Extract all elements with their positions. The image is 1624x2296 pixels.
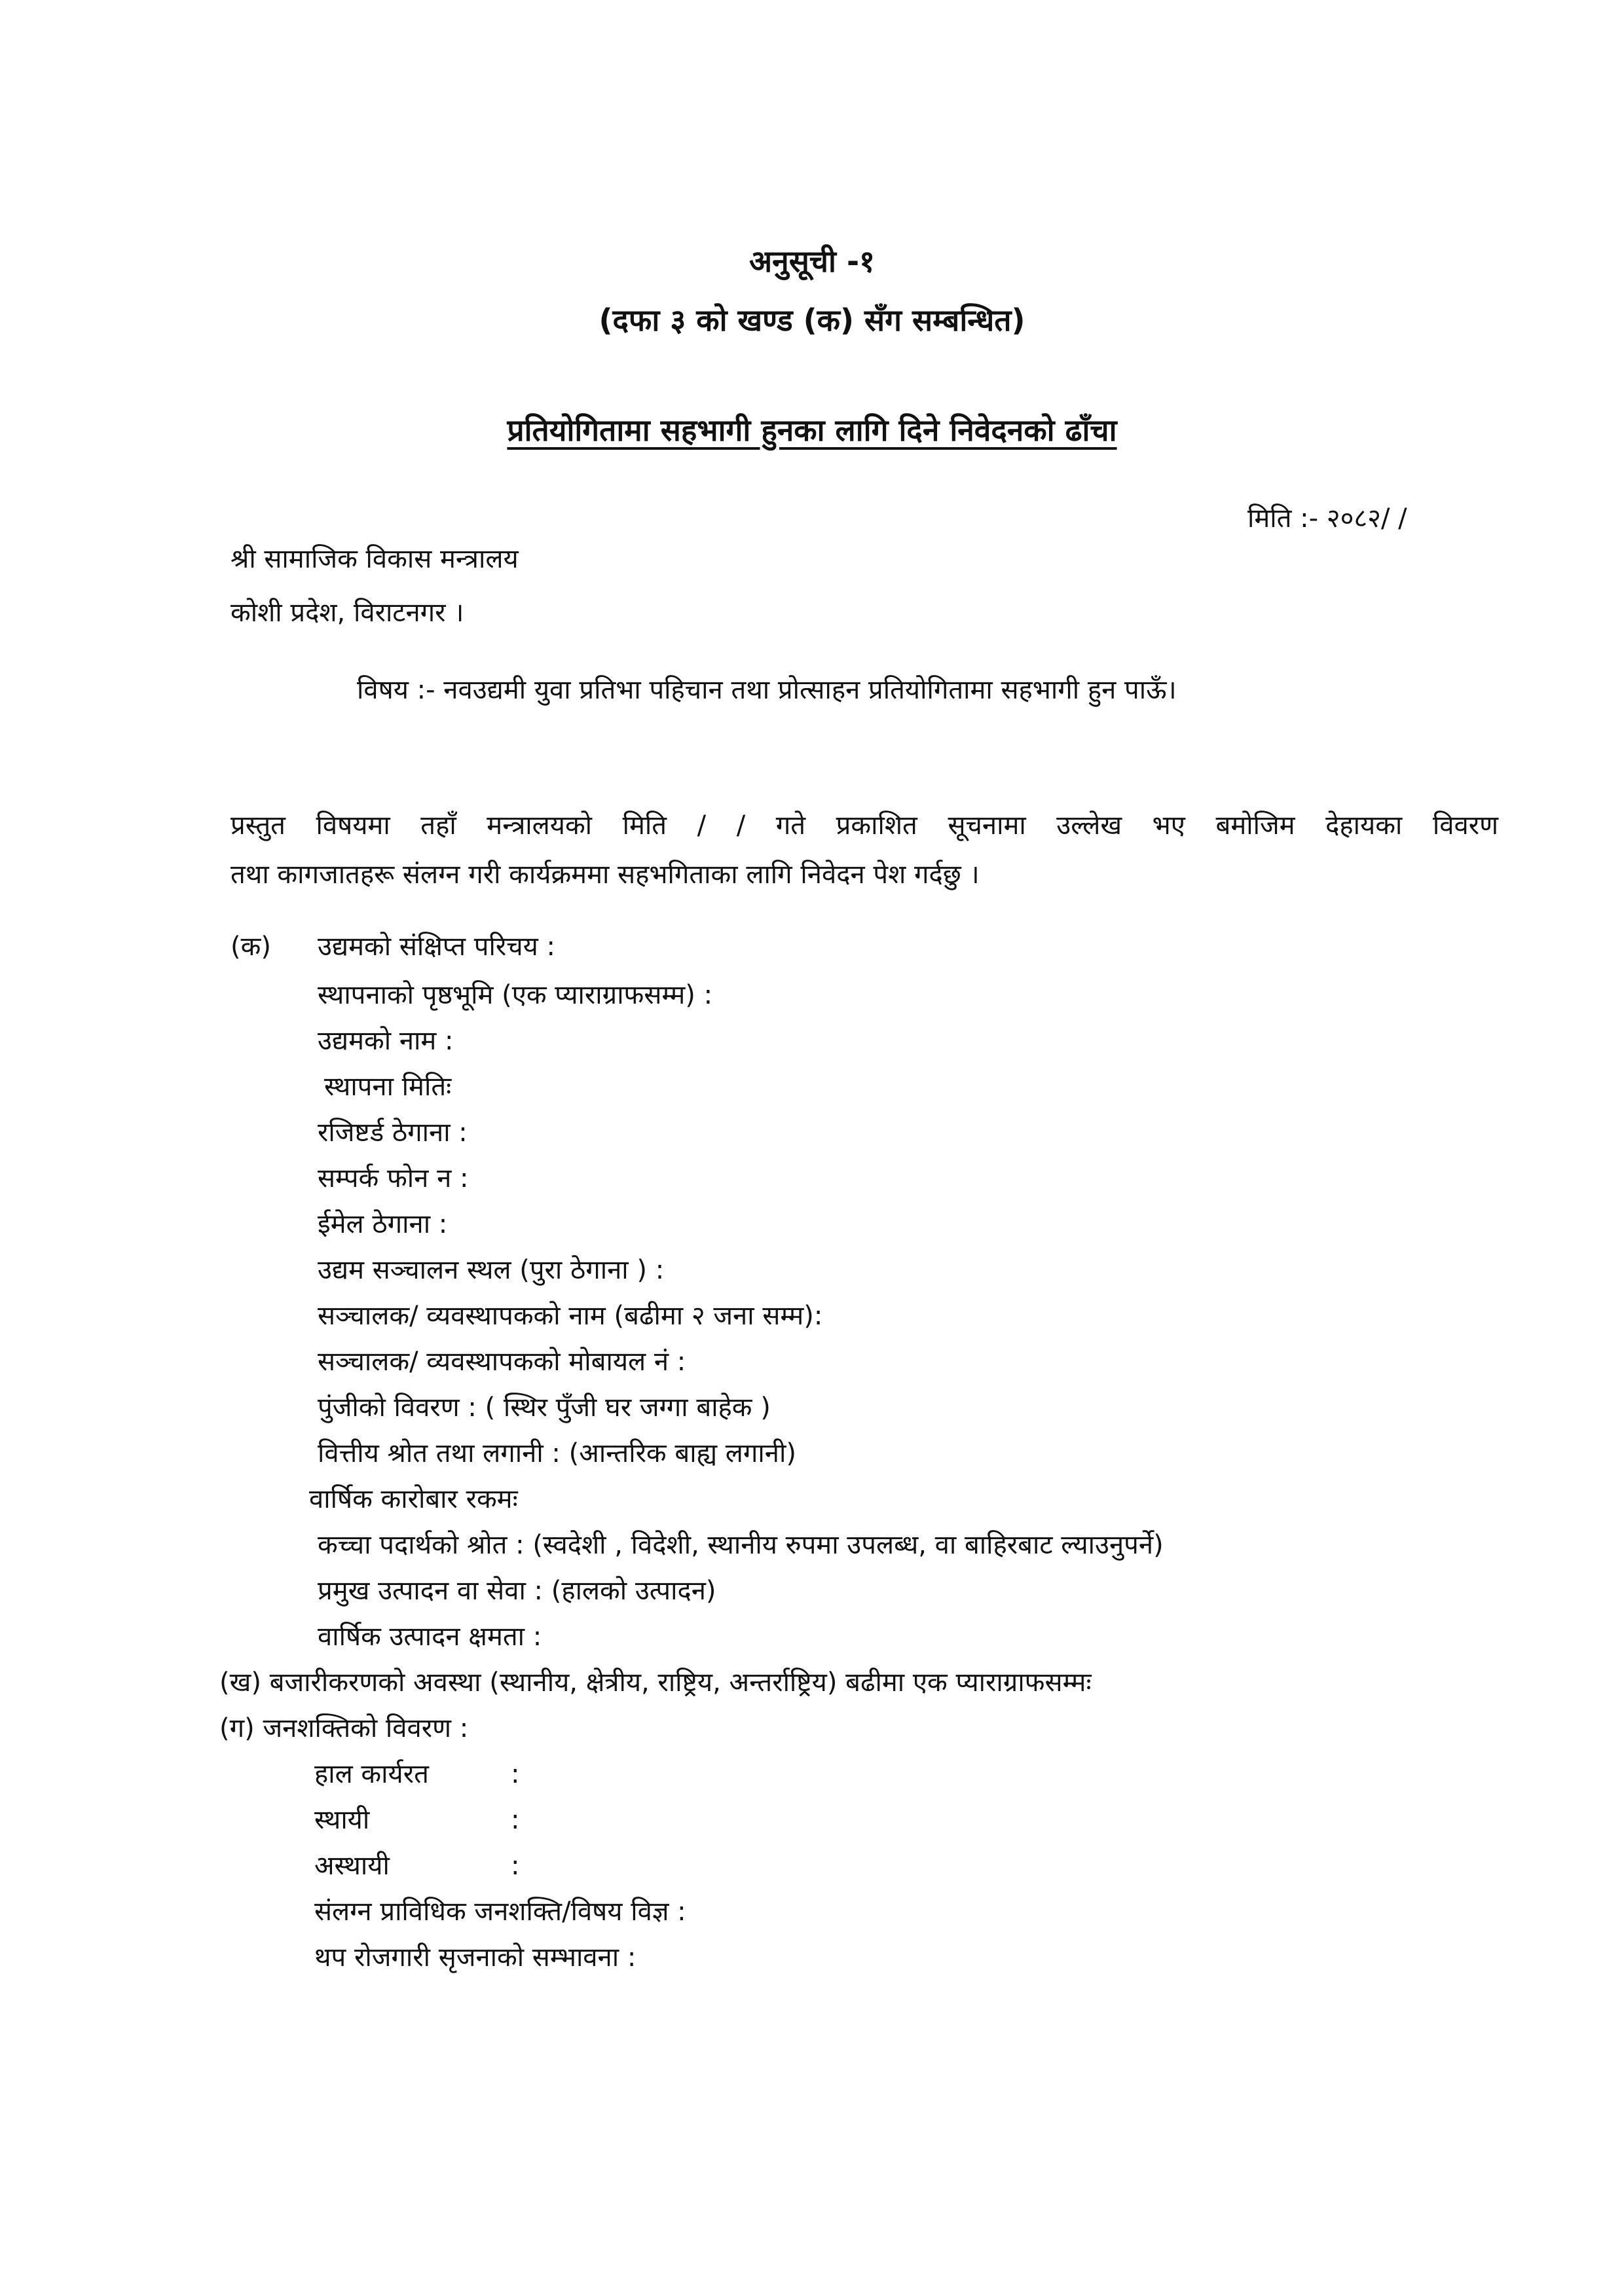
field-annual-capacity: वार्षिक उत्पादन क्षमता : xyxy=(318,1622,542,1652)
section-reference: (दफा ३ को खण्ड (क) सँग सम्बन्धित) xyxy=(599,302,1025,338)
schedule-heading: अनुसूची -१ xyxy=(749,244,875,279)
manpower-permanent-label: स्थायी xyxy=(314,1805,370,1835)
manpower-permanent-row xyxy=(314,1804,519,1836)
manpower-permanent-colon: : xyxy=(511,1805,520,1835)
addressee-line-1: श्री सामाजिक विकास मन्त्रालय xyxy=(231,544,519,574)
field-establishment-date: स्थापना मितिः xyxy=(324,1072,452,1102)
field-email: ईमेल ठेगाना : xyxy=(318,1209,448,1239)
field-contact-phone: सम्पर्क फोन न : xyxy=(318,1163,469,1194)
field-annual-turnover: वार्षिक कारोबार रकमः xyxy=(309,1484,518,1514)
field-background: स्थापनाको पृष्ठभूमि (एक प्याराग्राफसम्म) : xyxy=(318,980,713,1010)
field-director-mobile: सञ्चालक/ व्यवस्थापकको मोबायल नं : xyxy=(318,1347,686,1377)
form-title: प्रतियोगितामा सहभागी हुनका लागि दिने निवेदनको ढाँचा xyxy=(507,412,1117,448)
section-kha-heading: (ख) बजारीकरणको अवस्था (स्थानीय, क्षेत्रीय, राष्ट्रिय, अन्तर्राष्ट्रिय) बढीमा एक प्याराग्राफसम्मः xyxy=(219,1667,1092,1698)
manpower-current-colon: : xyxy=(511,1759,520,1789)
field-operation-site: उद्यम सञ्चालन स्थल (पुरा ठेगाना ) : xyxy=(318,1255,665,1285)
manpower-temporary-label: अस्थायी xyxy=(314,1851,390,1881)
field-main-product: प्रमुख उत्पादन वा सेवा : (हालको उत्पादन) xyxy=(318,1576,716,1606)
body-line-1: प्रस्तुत विषयमा तहाँ मन्त्रालयको मिति / / गते प्रकाशित सूचनामा उल्लेख भए बमोजिम देहायका विवरण xyxy=(231,811,1498,841)
manpower-temporary-row xyxy=(314,1850,519,1882)
manpower-current-label: हाल कार्यरत xyxy=(314,1759,429,1789)
field-employment-potential: थप रोजगारी सृजनाको सम्भावना : xyxy=(314,1942,637,1973)
field-enterprise-name: उद्यमको नाम : xyxy=(318,1026,454,1056)
section-ka-marker: (क) xyxy=(231,932,271,962)
section-ga-heading: (ग) जनशक्तिको विवरण : xyxy=(219,1713,469,1743)
field-technical-manpower: संलग्न प्राविधिक जनशक्ति/विषय विज्ञ : xyxy=(314,1897,686,1927)
manpower-current-row xyxy=(314,1758,519,1790)
subject-line: विषय :- नवउद्यमी युवा प्रतिभा पहिचान तथा प्रोत्साहन प्रतियोगितामा सहभागी हुन पाऊँ। xyxy=(357,675,1177,705)
field-financial-source: वित्तीय श्रोत तथा लगानी : (आन्तरिक बाह्य लगानी) xyxy=(318,1438,796,1468)
field-capital-details: पुंजीको विवरण : ( स्थिर पुँजी घर जग्गा बाहेक ) xyxy=(318,1393,771,1423)
section-ka-heading: उद्यमको संक्षिप्त परिचय : xyxy=(318,932,555,962)
addressee-line-2: कोशी प्रदेश, विराटनगर । xyxy=(231,598,464,628)
field-registered-address: रजिष्टर्ड ठेगाना : xyxy=(318,1118,468,1148)
field-raw-material-source: कच्चा पदार्थको श्रोत : (स्वदेशी , विदेशी, स्थानीय रुपमा उपलब्ध, वा बाहिरबाट ल्याउनुपर्ने) xyxy=(318,1530,1164,1560)
body-line-2: तथा कागजातहरू संलग्न गरी कार्यक्रममा सहभगिताका लागि निवेदन पेश गर्दछु । xyxy=(231,860,980,890)
field-director-name: सञ्चालक/ व्यवस्थापकको नाम (बढीमा २ जना सम्म): xyxy=(318,1301,823,1331)
manpower-temporary-colon: : xyxy=(511,1851,520,1881)
date-line: मिति :- २०८२/ / xyxy=(1247,503,1407,534)
